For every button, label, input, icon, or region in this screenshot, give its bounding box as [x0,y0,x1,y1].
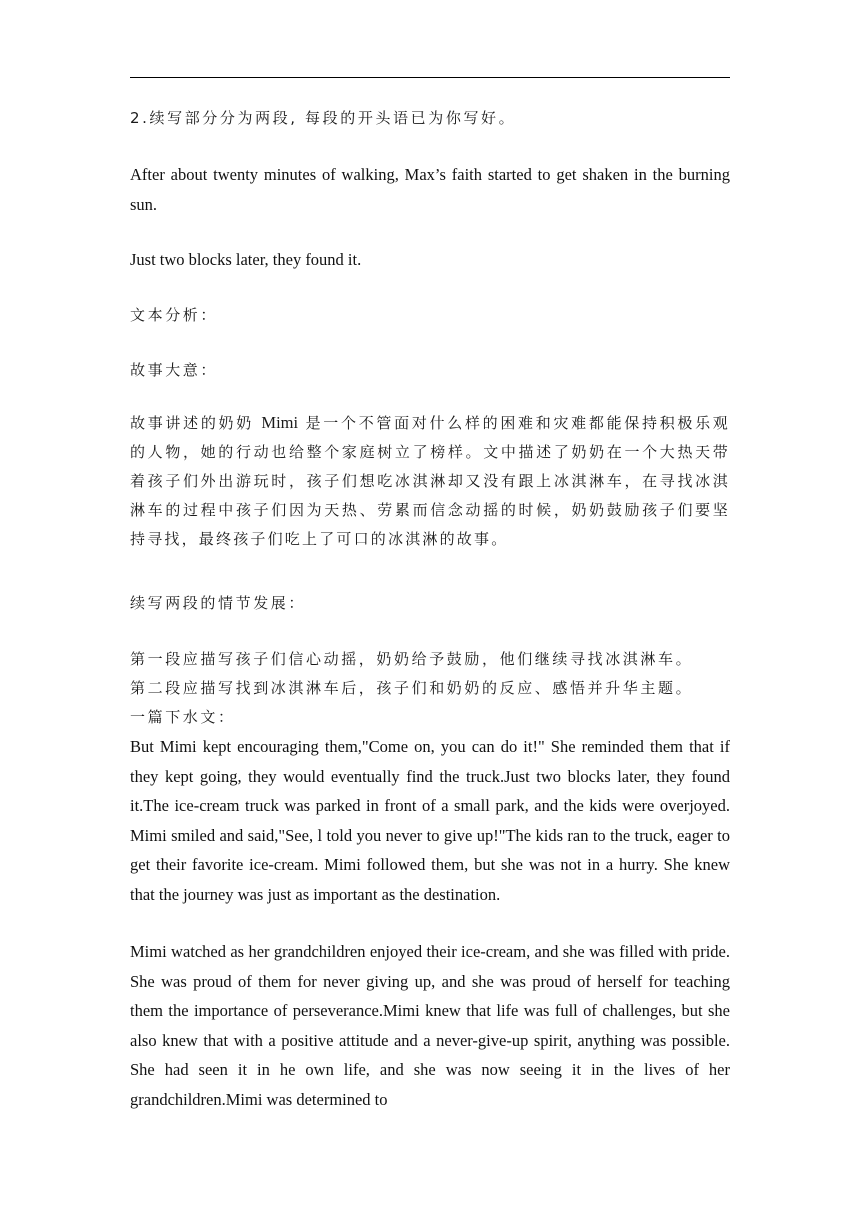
header-divider [130,77,730,78]
opening-sentence-2: Just two blocks later, they found it. [130,250,362,269]
story-summary-paragraph [130,408,730,554]
instruction-line: 2.续写部分分为两段, 每段的开头语已为你写好。 [130,109,517,127]
plot-paragraph-2: 第二段应描写找到冰淇淋车后，孩子们和奶奶的反应、感悟并升华主题。 [130,679,694,697]
story-summary-heading: 故事大意： [130,361,219,379]
sample-essay-heading: 一篇下水文： [130,708,236,726]
story-summary-name: Mimi [261,413,299,432]
sample-essay-paragraph-2: Mimi watched as her grandchildren enjoyed their ice-cream, and she was filled with pride. She was proud of them for never giving up, and she was proud of herself for teaching them the importance of perseverance.Mimi knew that life was full of challenges, but she also knew that with a positive attitude and a never-give-up spirit, anything was possible. She had seen it in he own life, and she was now seeing it in the lives of her grandchildren.Mimi was determined to [130,942,730,1109]
story-summary-suffix: 是一个不管面对什么样的困难和灾难都能保持积极乐观的人物，她的行动也给整个家庭树立了榜样。文中描述了奶奶在一个大热天带着孩子们外出游玩时，孩子们想吃冰淇淋却又没有跟上冰淇淋车，在寻找冰淇淋车的过程中孩子们因为天热、劳累而信念动摇的时候，奶奶鼓励孩子们要坚持寻找，最终孩子们吃上了可口的冰淇淋的故事。 [130,414,731,548]
plot-development-heading: 续写两段的情节发展： [130,594,307,612]
text-analysis-heading: 文本分析： [130,306,219,324]
sample-essay-paragraph-1: But Mimi kept encouraging them,"Come on, you can do it!" She reminded them that if they kept going, they would eventually find the truck.Just two blocks later, they found it.The ice-cream truck was parked in front of a small park, and the kids were overjoyed. Mimi smiled and said,"See, l told you never to give up!"The kids ran to the truck, eager to get their favorite ice-cream. Mimi followed them, but she was not in a hurry. She knew that the journey was just as important as the destination. [130,737,730,904]
plot-paragraph-1: 第一段应描写孩子们信心动摇，奶奶给予鼓励，他们继续寻找冰淇淋车。 [130,650,694,668]
story-summary-prefix: 故事讲述的奶奶 [130,414,254,432]
opening-sentence-1: After about twenty minutes of walking, Max’s faith started to get shaken in the burning sun. [130,165,730,214]
